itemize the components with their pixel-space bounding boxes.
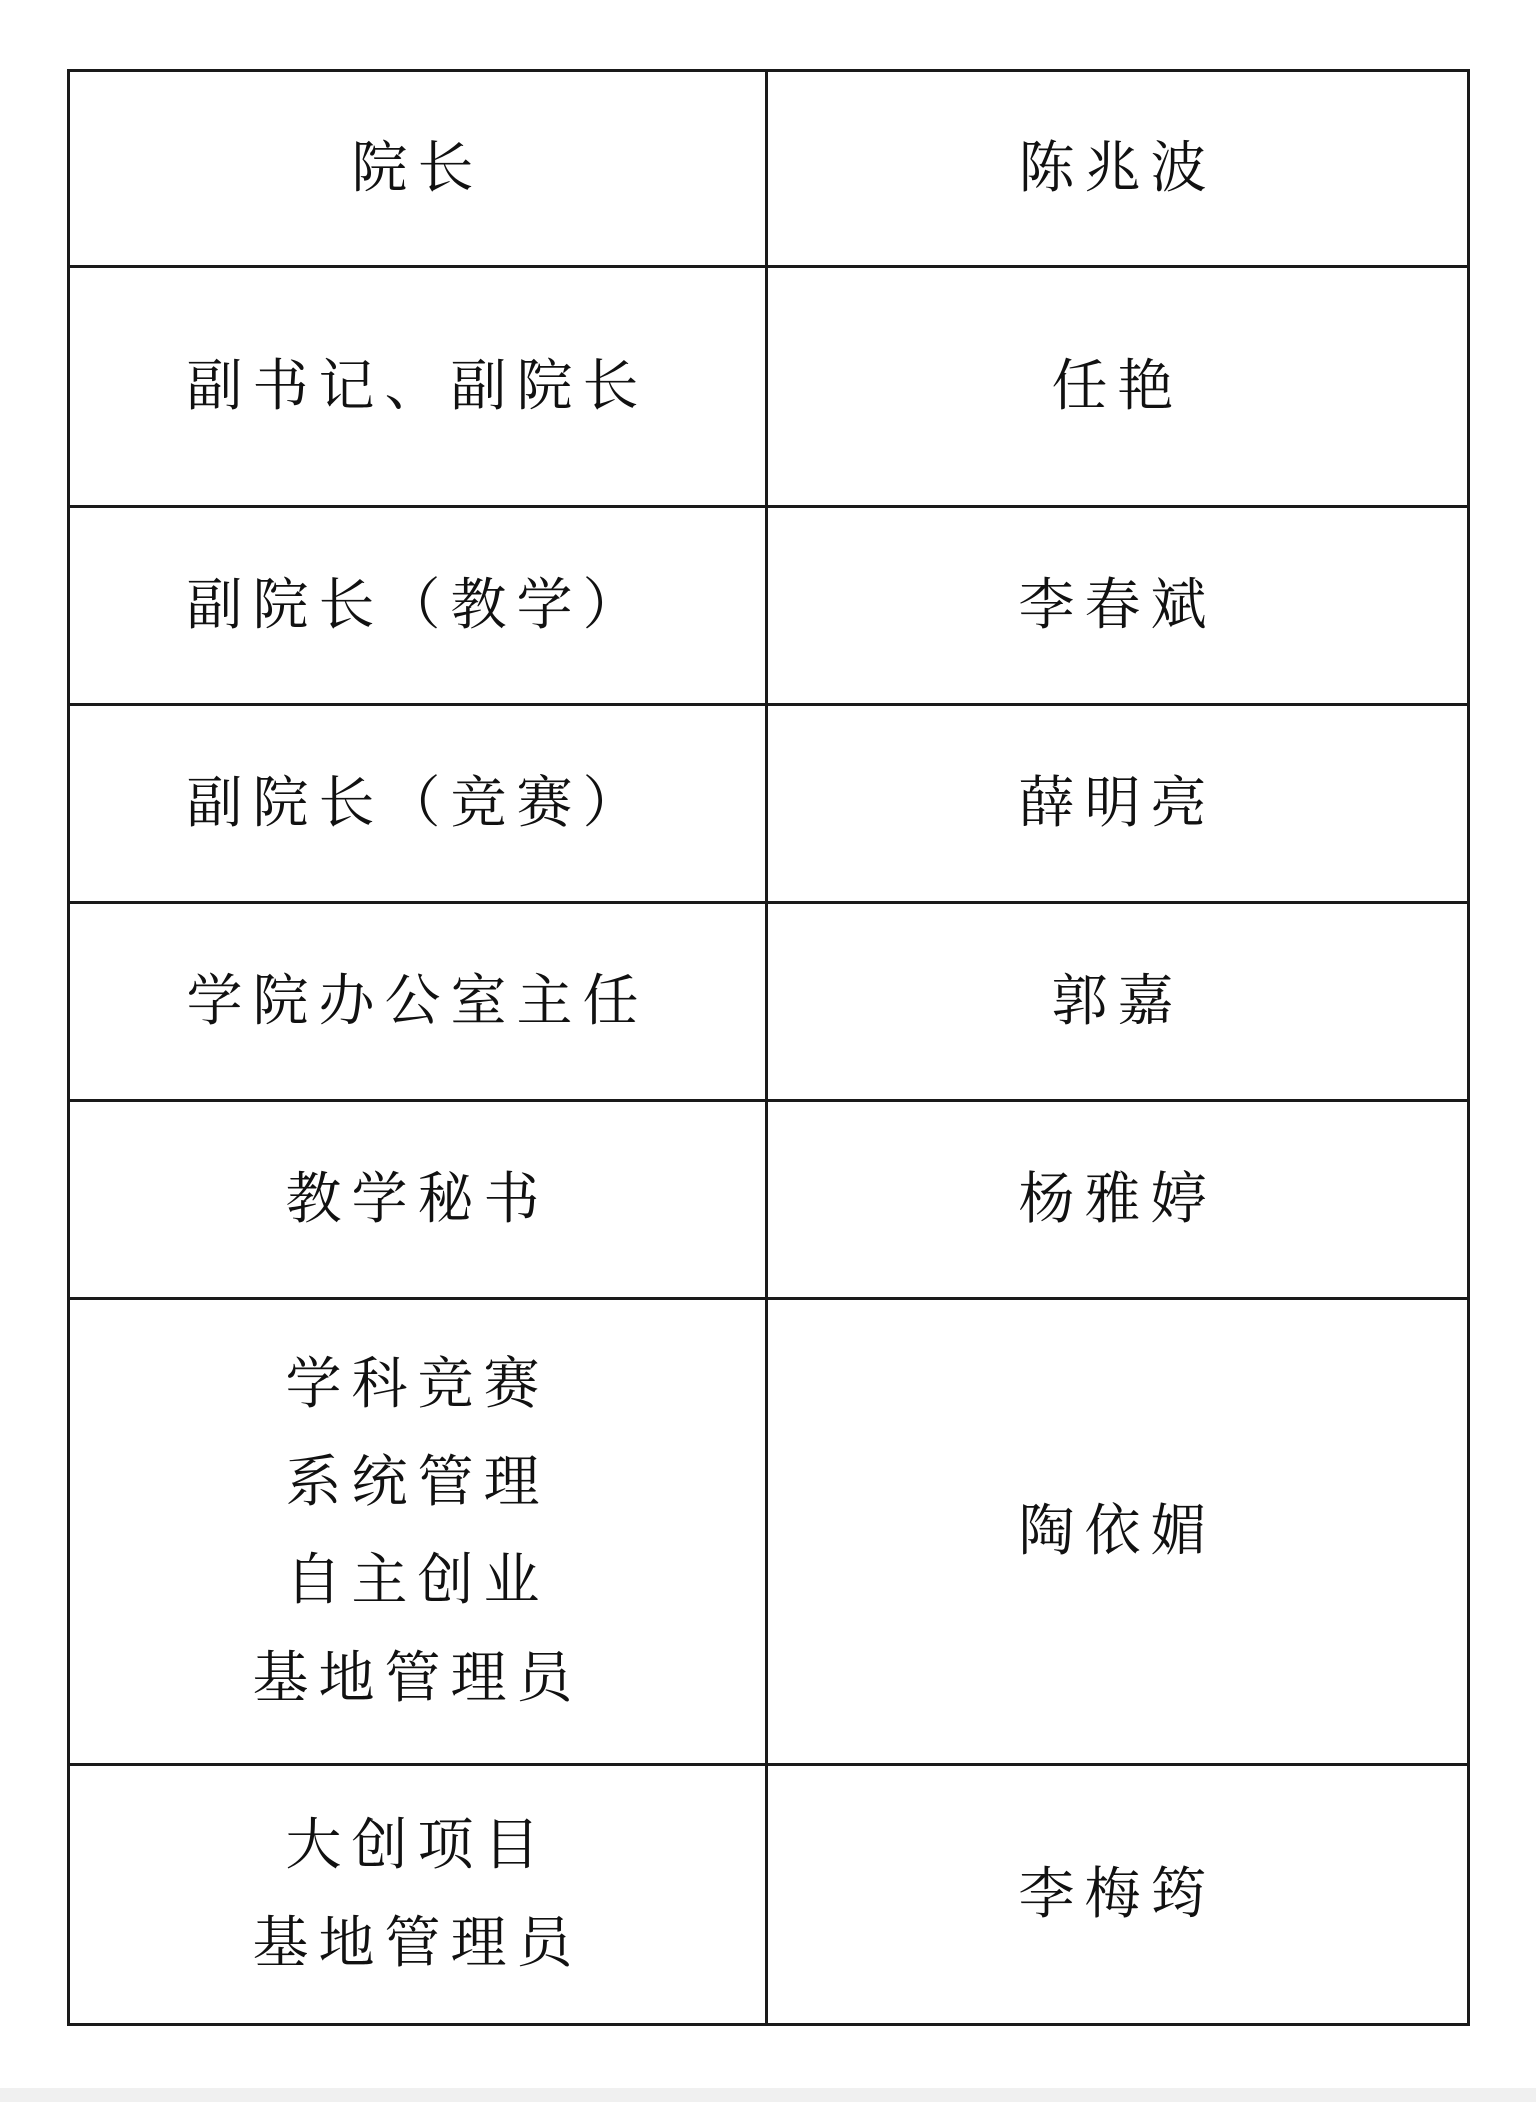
role-cell (69, 1765, 767, 2025)
role-line: 基地管理员 (252, 1645, 583, 1711)
table-row (69, 1299, 1469, 1765)
role-cell (69, 903, 767, 1101)
name-cell: 李梅筠 (767, 1765, 1469, 2025)
name-cell: 薛明亮 (767, 705, 1469, 903)
name-cell: 陈兆波 (767, 71, 1469, 267)
table-row (69, 903, 1469, 1101)
role-line: 系统管理 (285, 1449, 550, 1515)
role-cell (69, 507, 767, 705)
role-cell (69, 1299, 767, 1765)
name-cell: 郭嘉 (767, 903, 1469, 1101)
table-row (69, 267, 1469, 507)
role-line: 副院长（教学） (186, 572, 649, 638)
role-line: 学院办公室主任 (186, 968, 649, 1034)
table-row (69, 705, 1469, 903)
name-cell: 李春斌 (767, 507, 1469, 705)
role-cell (69, 71, 767, 267)
role-line: 副书记、副院长 (186, 353, 649, 419)
role-cell (69, 705, 767, 903)
role-line: 副院长（竞赛） (186, 770, 649, 836)
table-row (69, 1765, 1469, 2025)
bottom-strip (0, 2088, 1536, 2102)
role-line: 大创项目 (285, 1812, 550, 1878)
role-line: 自主创业 (285, 1547, 550, 1613)
table-row (69, 507, 1469, 705)
role-cell (69, 267, 767, 507)
name-cell: 杨雅婷 (767, 1101, 1469, 1299)
staff-table (67, 69, 1470, 2026)
table-row (69, 1101, 1469, 1299)
role-line: 教学秘书 (285, 1166, 550, 1232)
role-cell (69, 1101, 767, 1299)
name-cell: 任艳 (767, 267, 1469, 507)
role-line: 基地管理员 (252, 1910, 583, 1976)
name-cell: 陶依媚 (767, 1299, 1469, 1765)
role-line: 学科竞赛 (285, 1351, 550, 1417)
table-row (69, 71, 1469, 267)
role-line: 院长 (351, 135, 484, 201)
